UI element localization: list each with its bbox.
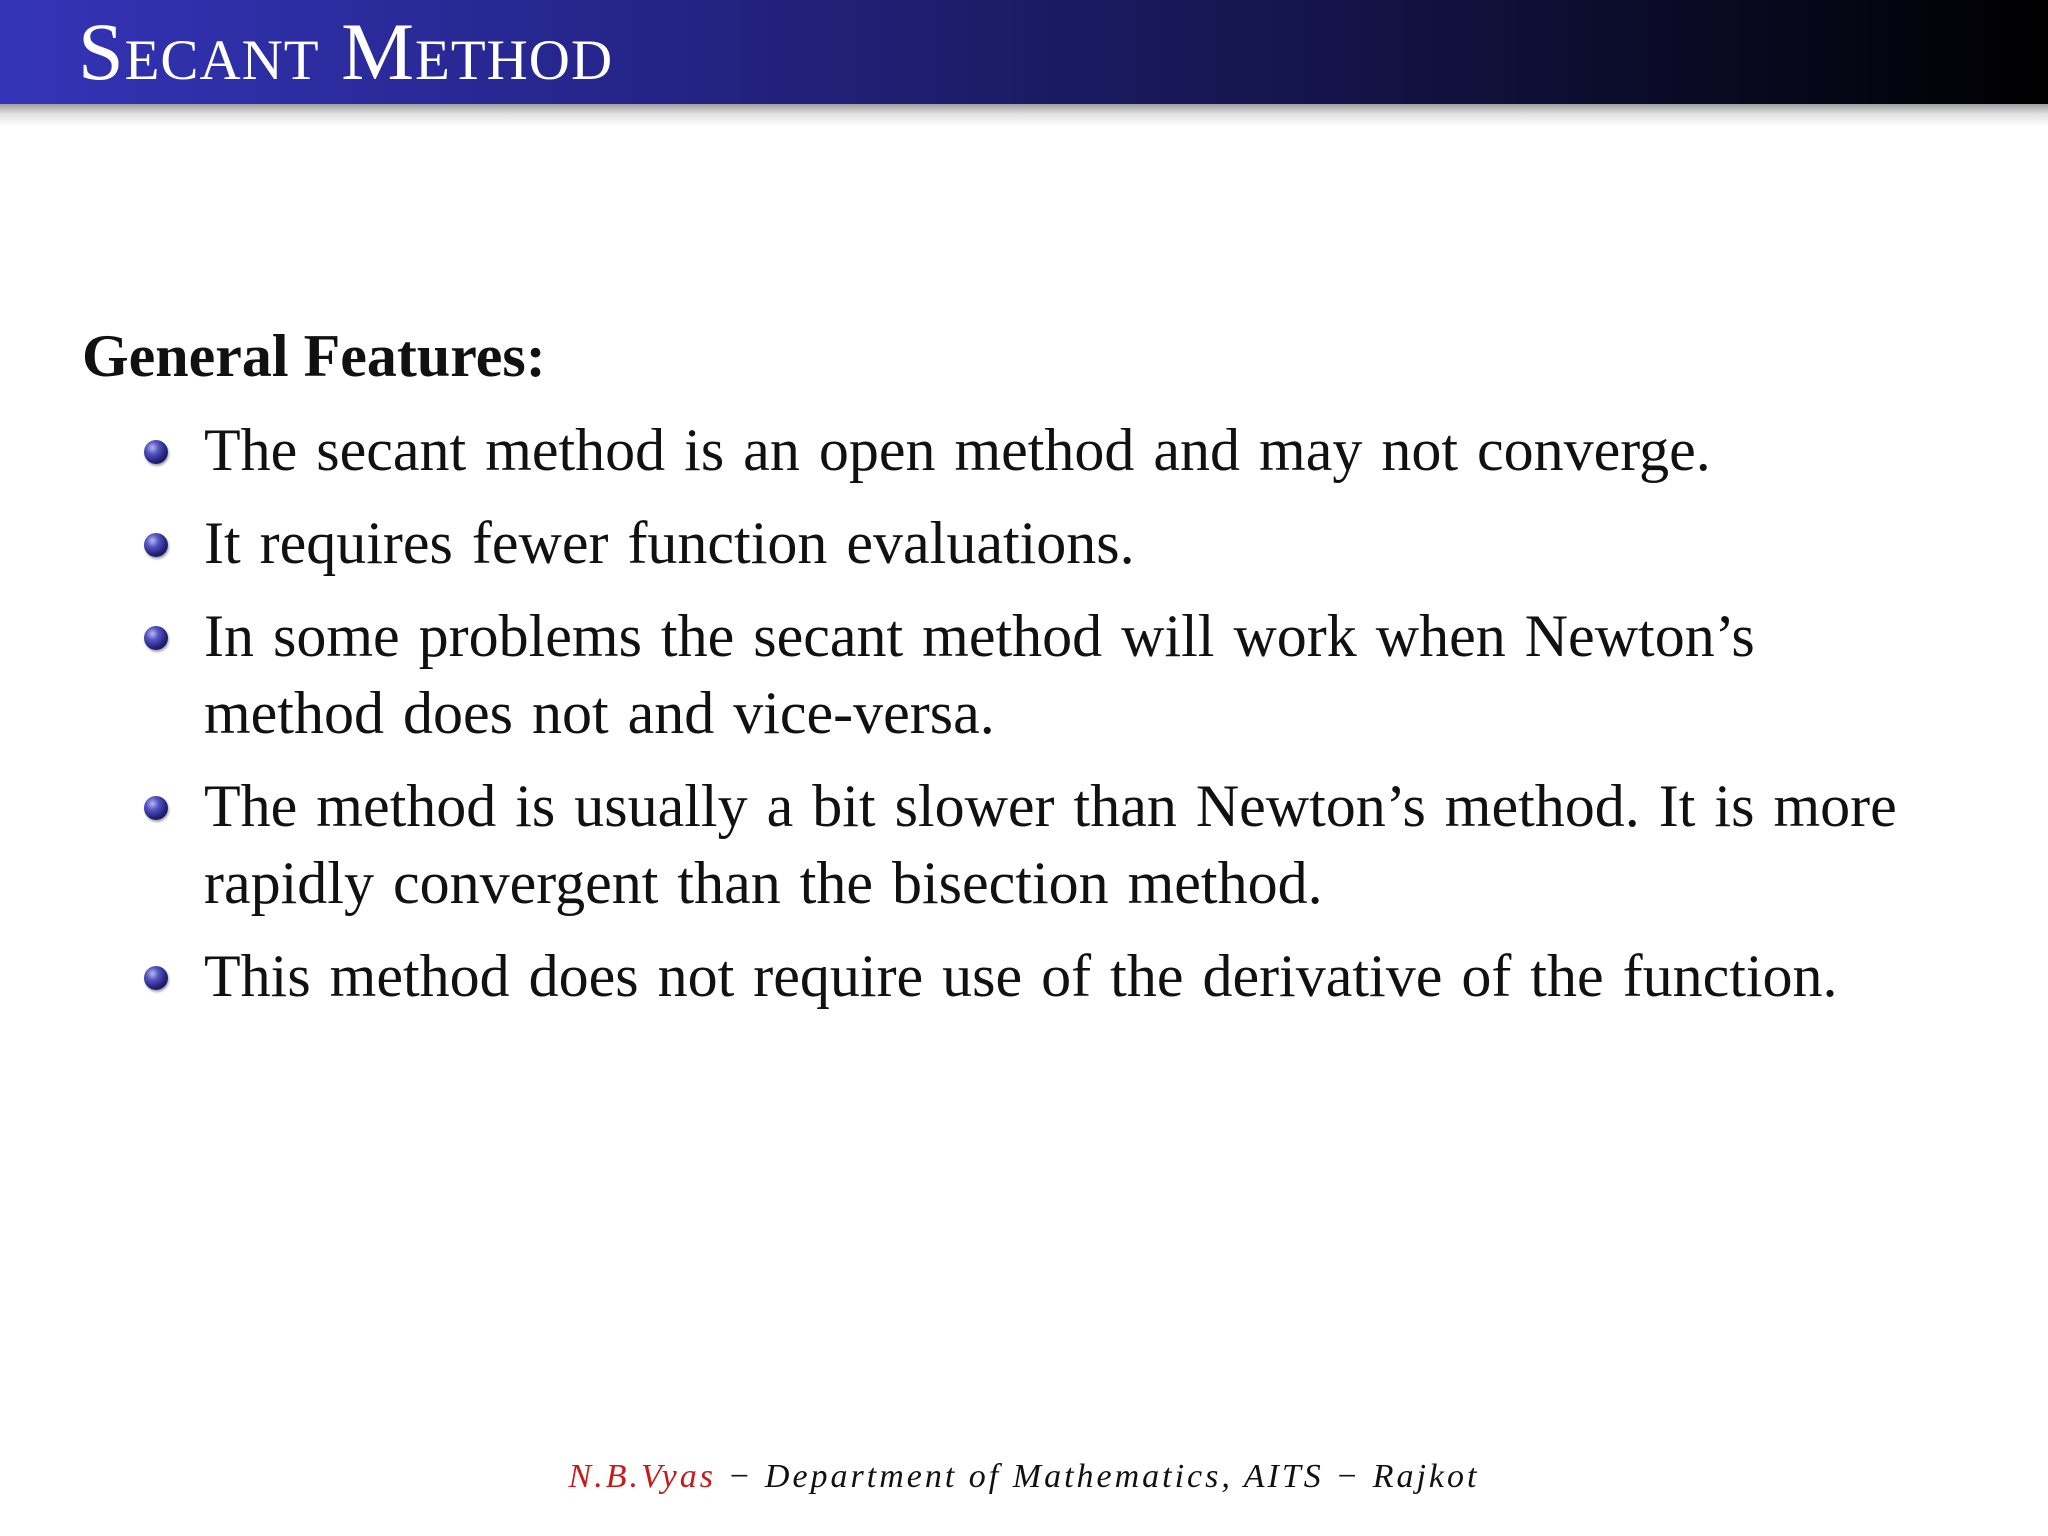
footer-author: N.B.Vyas — [568, 1458, 716, 1495]
footer-department: Department of Mathematics, AITS — [764, 1458, 1324, 1495]
bullet-ball-icon — [144, 796, 168, 820]
bullet-item — [140, 938, 1940, 1015]
bullet-ball-icon — [144, 440, 168, 464]
footer-separator: − — [1323, 1458, 1373, 1495]
bullet-text: It requires fewer function evaluations. — [204, 510, 1135, 576]
bullet-item — [140, 598, 1940, 752]
bullet-item — [140, 412, 1940, 489]
bullet-text: In some problems the secant method will work when Newton’s method does not and vice-versa. — [204, 603, 1755, 746]
bullet-ball-icon — [144, 966, 168, 990]
bullet-item — [140, 505, 1940, 582]
footer-separator: − — [715, 1458, 765, 1495]
bullet-list — [140, 412, 1940, 1031]
bullet-text: The method is usually a bit slower than Newton’s method. It is more rapidly convergent than the bisection method. — [204, 773, 1897, 916]
slide-title: Secant Method — [78, 6, 614, 97]
bullet-ball-icon — [144, 533, 168, 557]
bullet-text: This method does not require use of the derivative of the function. — [204, 943, 1838, 1009]
bullet-item — [140, 768, 1940, 922]
bullet-text: The secant method is an open method and may not converge. — [204, 417, 1711, 483]
title-bar-shadow — [0, 104, 2048, 126]
footer-city: Rajkot — [1372, 1458, 1480, 1495]
section-heading: General Features: — [82, 323, 546, 389]
bullet-ball-icon — [144, 626, 168, 650]
title-bar — [0, 0, 2048, 104]
footer — [0, 1458, 2048, 1496]
